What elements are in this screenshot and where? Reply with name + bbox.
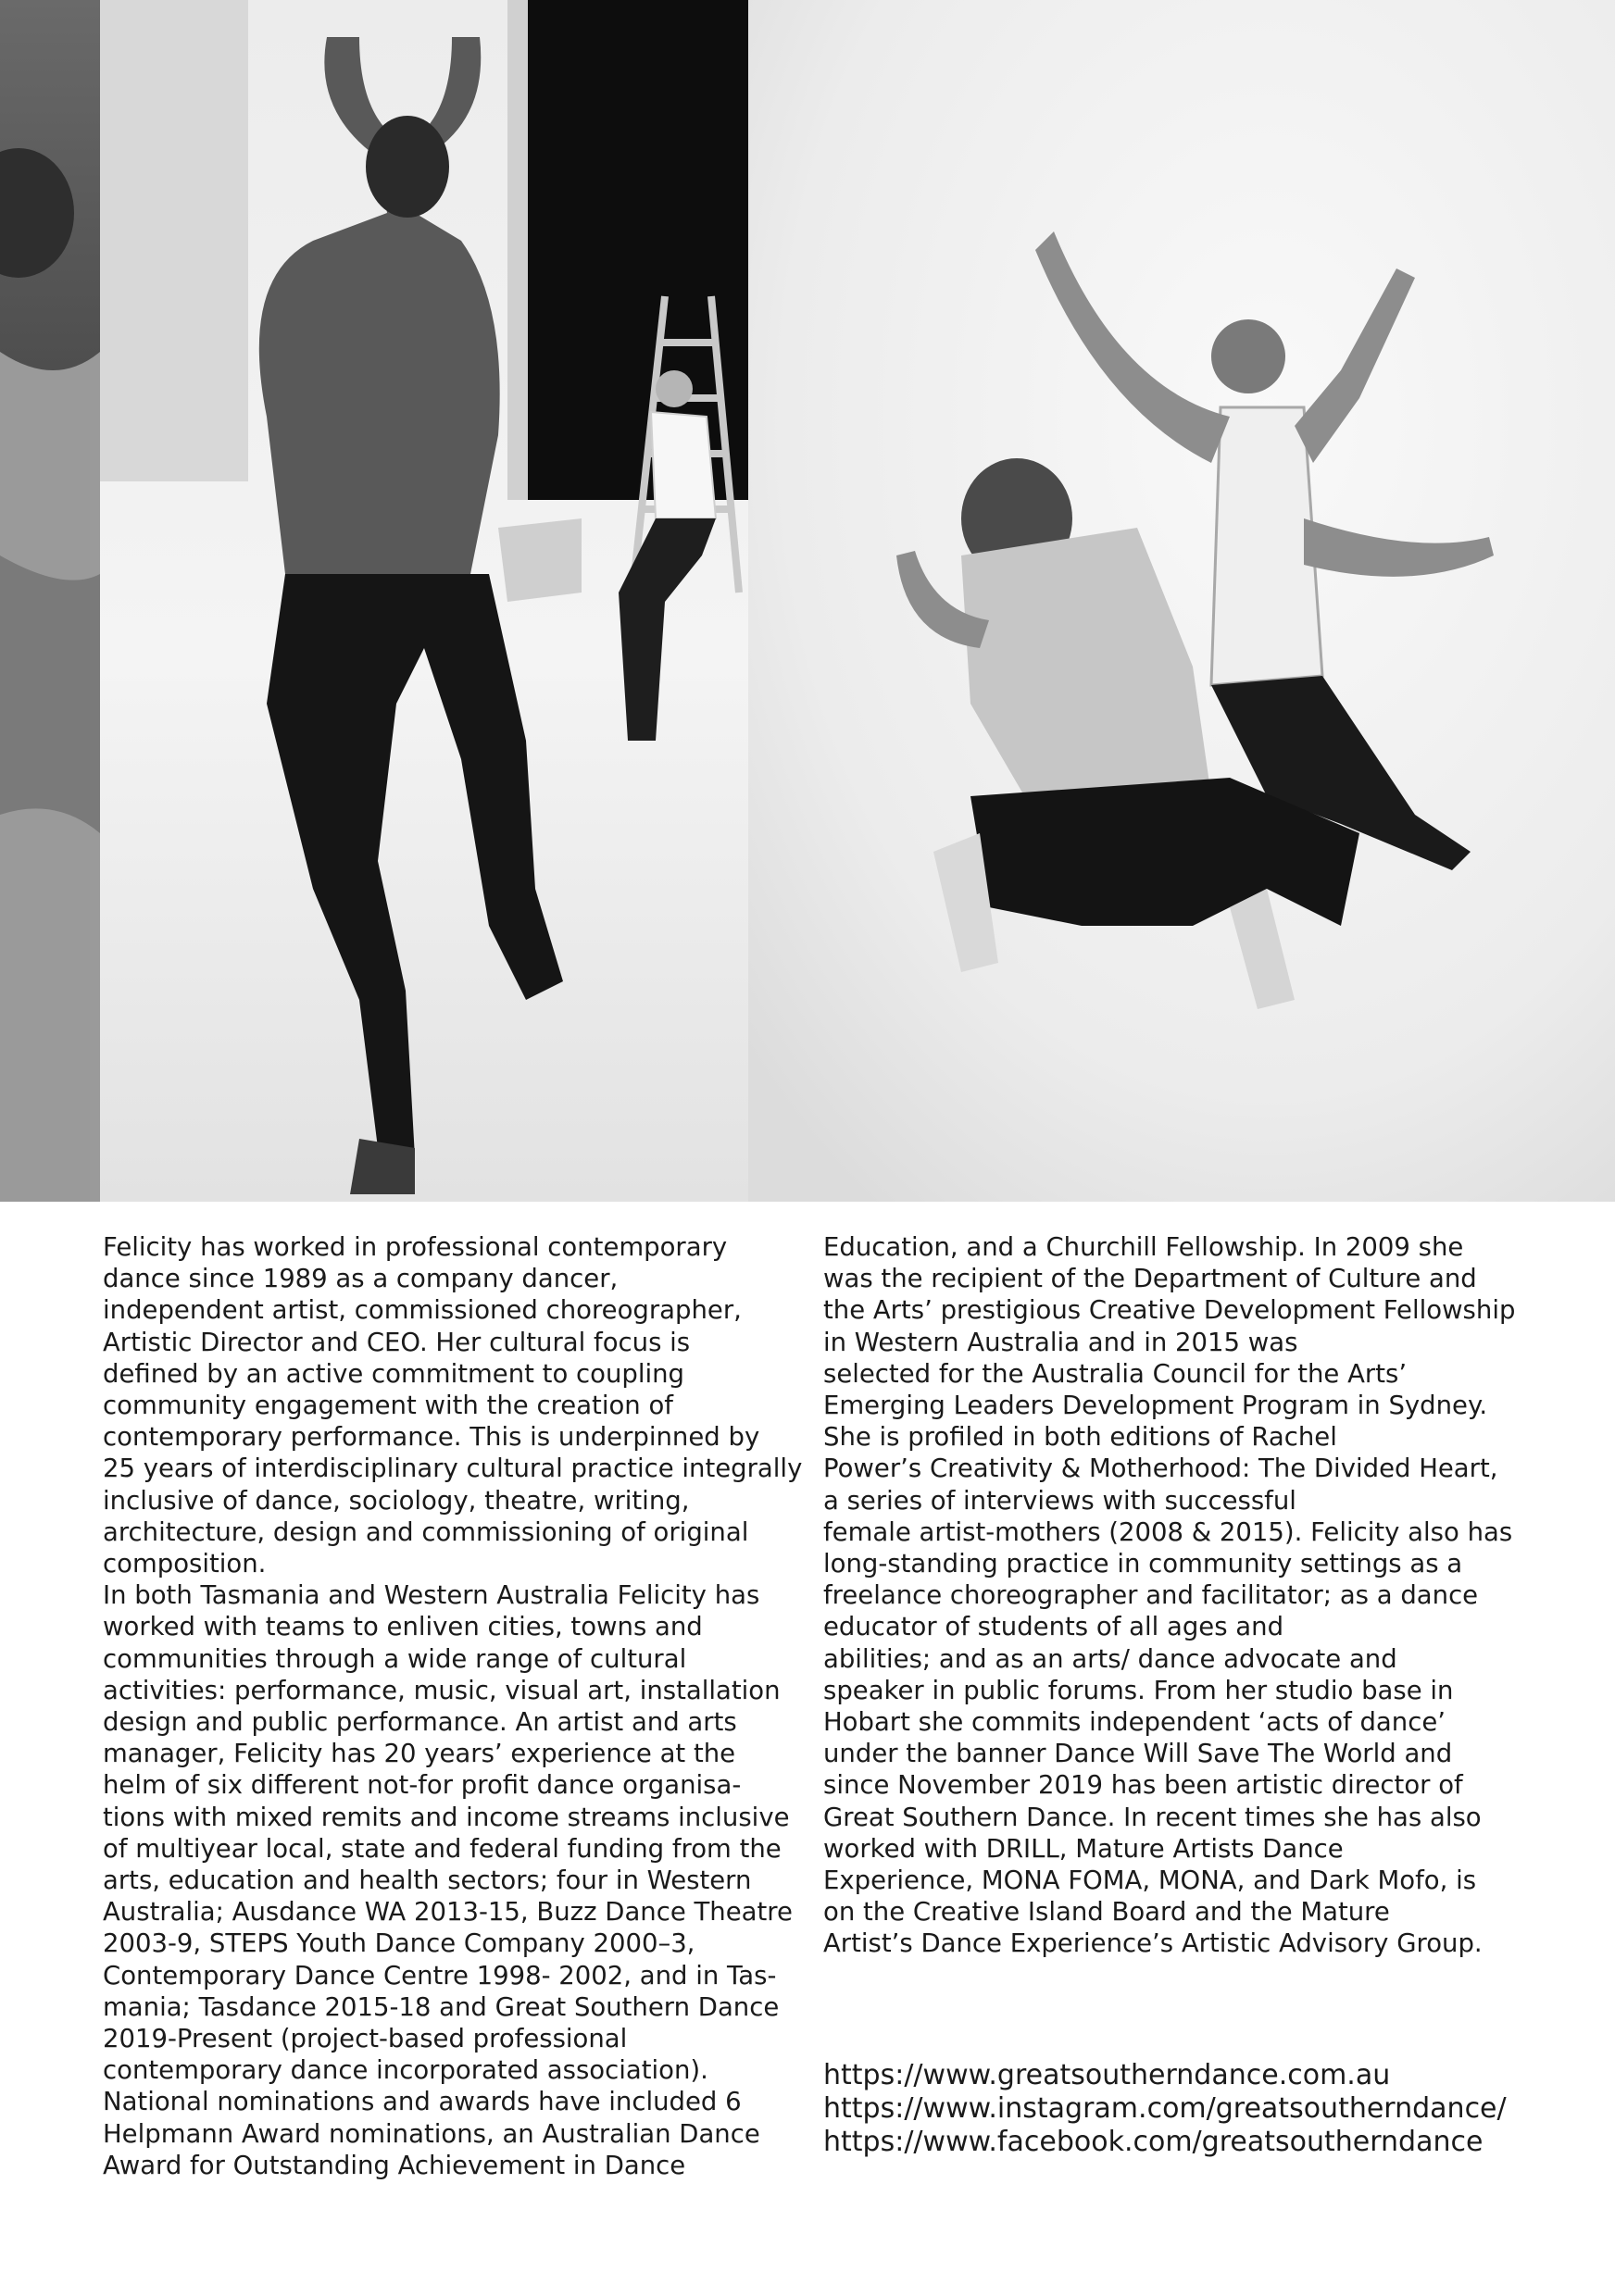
text-line: In both Tasmania and Western Australia Felicity has bbox=[103, 1580, 760, 1611]
text-line: Great Southern Dance. In recent times she has also bbox=[823, 1802, 1482, 1832]
text-line: defined by an active commitment to coupling bbox=[103, 1358, 685, 1389]
text-line: the Arts’ prestigious Creative Development Fellowship bbox=[823, 1295, 1516, 1326]
text-line: under the banner Dance Will Save The World and bbox=[823, 1739, 1453, 1769]
text-line: helm of six different not-for profit dance organisa- bbox=[103, 1770, 742, 1801]
text-line: worked with DRILL, Mature Artists Dance bbox=[823, 1833, 1344, 1864]
text-line: inclusive of dance, sociology, theatre, writing, bbox=[103, 1485, 690, 1516]
text-line: manager, Felicity has 20 years’ experience at the bbox=[103, 1739, 736, 1769]
text-line: composition. bbox=[103, 1549, 267, 1579]
text-line: educator of students of all ages and bbox=[823, 1612, 1284, 1642]
text-line: Artist’s Dance Experience’s Artistic Advisory Group. bbox=[823, 1928, 1483, 1959]
text-line: community engagement with the creation of bbox=[103, 1391, 673, 1421]
text-line: design and public performance. An artist and arts bbox=[103, 1707, 737, 1738]
text-line: Emerging Leaders Development Program in Sydney. bbox=[823, 1391, 1488, 1421]
photo-two-female-dancers bbox=[748, 0, 1615, 1202]
text-line: contemporary dance incorporated association). bbox=[103, 2055, 708, 2086]
bio-column-right bbox=[823, 1231, 1516, 1960]
text-line: in Western Australia and in 2015 was bbox=[823, 1327, 1298, 1357]
instagram-link[interactable]: https://www.instagram.com/greatsoutherndance/ bbox=[823, 2092, 1507, 2125]
text-line: long-standing practice in community settings as a bbox=[823, 1549, 1463, 1579]
text-line: Award for Outstanding Achievement in Dance bbox=[103, 2150, 686, 2180]
text-line: independent artist, commissioned choreographer, bbox=[103, 1295, 742, 1326]
text-line: selected for the Australia Council for the Arts’ bbox=[823, 1358, 1408, 1389]
text-line: 2019-Present (project-based professional bbox=[103, 2024, 628, 2054]
text-line: Education, and a Churchill Fellowship. In 2009 she bbox=[823, 1232, 1464, 1262]
photo-male-dancer bbox=[100, 0, 748, 1202]
text-line: abilities; and as an arts/ dance advocate and bbox=[823, 1643, 1397, 1674]
text-line: was the recipient of the Department of Culture and bbox=[823, 1264, 1477, 1294]
bio-text-right bbox=[823, 1231, 1516, 1960]
photo-cropped-dancer bbox=[0, 0, 100, 1202]
bio-text-left bbox=[103, 1231, 803, 2181]
text-line: speaker in public forums. From her studio base in bbox=[823, 1675, 1454, 1705]
website-link[interactable]: https://www.greatsoutherndance.com.au bbox=[823, 2059, 1391, 2091]
text-line: contemporary performance. This is underpinned by bbox=[103, 1422, 760, 1453]
text-line: Felicity has worked in professional contemporary bbox=[103, 1232, 728, 1262]
text-line: Helpmann Award nominations, an Australian Dance bbox=[103, 2118, 760, 2149]
text-line: activities: performance, music, visual art, installation bbox=[103, 1675, 781, 1705]
text-line: Contemporary Dance Centre 1998- 2002, and in Tas- bbox=[103, 1960, 777, 1990]
social-links bbox=[823, 2059, 1507, 2159]
text-line: National nominations and awards have included 6 bbox=[103, 2087, 742, 2117]
text-line: freelance choreographer and facilitator; as a dance bbox=[823, 1580, 1479, 1611]
bio-column-left bbox=[103, 1231, 803, 2181]
text-line: 2003-9, STEPS Youth Dance Company 2000–3, bbox=[103, 1928, 695, 1959]
text-line: female artist-mothers (2008 & 2015). Felicity also has bbox=[823, 1516, 1513, 1547]
text-line: worked with teams to enliven cities, towns and bbox=[103, 1612, 703, 1642]
text-line: Artistic Director and CEO. Her cultural focus is bbox=[103, 1327, 691, 1357]
text-line: mania; Tasdance 2015-18 and Great Southern Dance bbox=[103, 1991, 780, 2022]
text-line: Hobart she commits independent ‘acts of dance’ bbox=[823, 1707, 1446, 1738]
text-line: She is profiled in both editions of Rachel bbox=[823, 1422, 1337, 1453]
text-line: 25 years of interdisciplinary cultural practice integrally bbox=[103, 1454, 803, 1484]
text-line: Experience, MONA FOMA, MONA, and Dark Mofo, is bbox=[823, 1866, 1477, 1896]
text-line: communities through a wide range of cultural bbox=[103, 1643, 687, 1674]
facebook-link[interactable]: https://www.facebook.com/greatsoutherndance bbox=[823, 2126, 1484, 2158]
text-line: Australia; Ausdance WA 2013-15, Buzz Dance Theatre bbox=[103, 1897, 793, 1928]
text-line: Power’s Creativity & Motherhood: The Divided Heart, bbox=[823, 1454, 1498, 1484]
text-line: on the Creative Island Board and the Mature bbox=[823, 1897, 1390, 1928]
text-line: since November 2019 has been artistic director of bbox=[823, 1770, 1463, 1801]
text-line: arts, education and health sectors; four in Western bbox=[103, 1866, 752, 1896]
text-line: tions with mixed remits and income streams inclusive bbox=[103, 1802, 790, 1832]
text-line: of multiyear local, state and federal funding from the bbox=[103, 1833, 782, 1864]
text-line: dance since 1989 as a company dancer, bbox=[103, 1264, 619, 1294]
text-line: architecture, design and commissioning of original bbox=[103, 1516, 749, 1547]
text-line: a series of interviews with successful bbox=[823, 1485, 1296, 1516]
